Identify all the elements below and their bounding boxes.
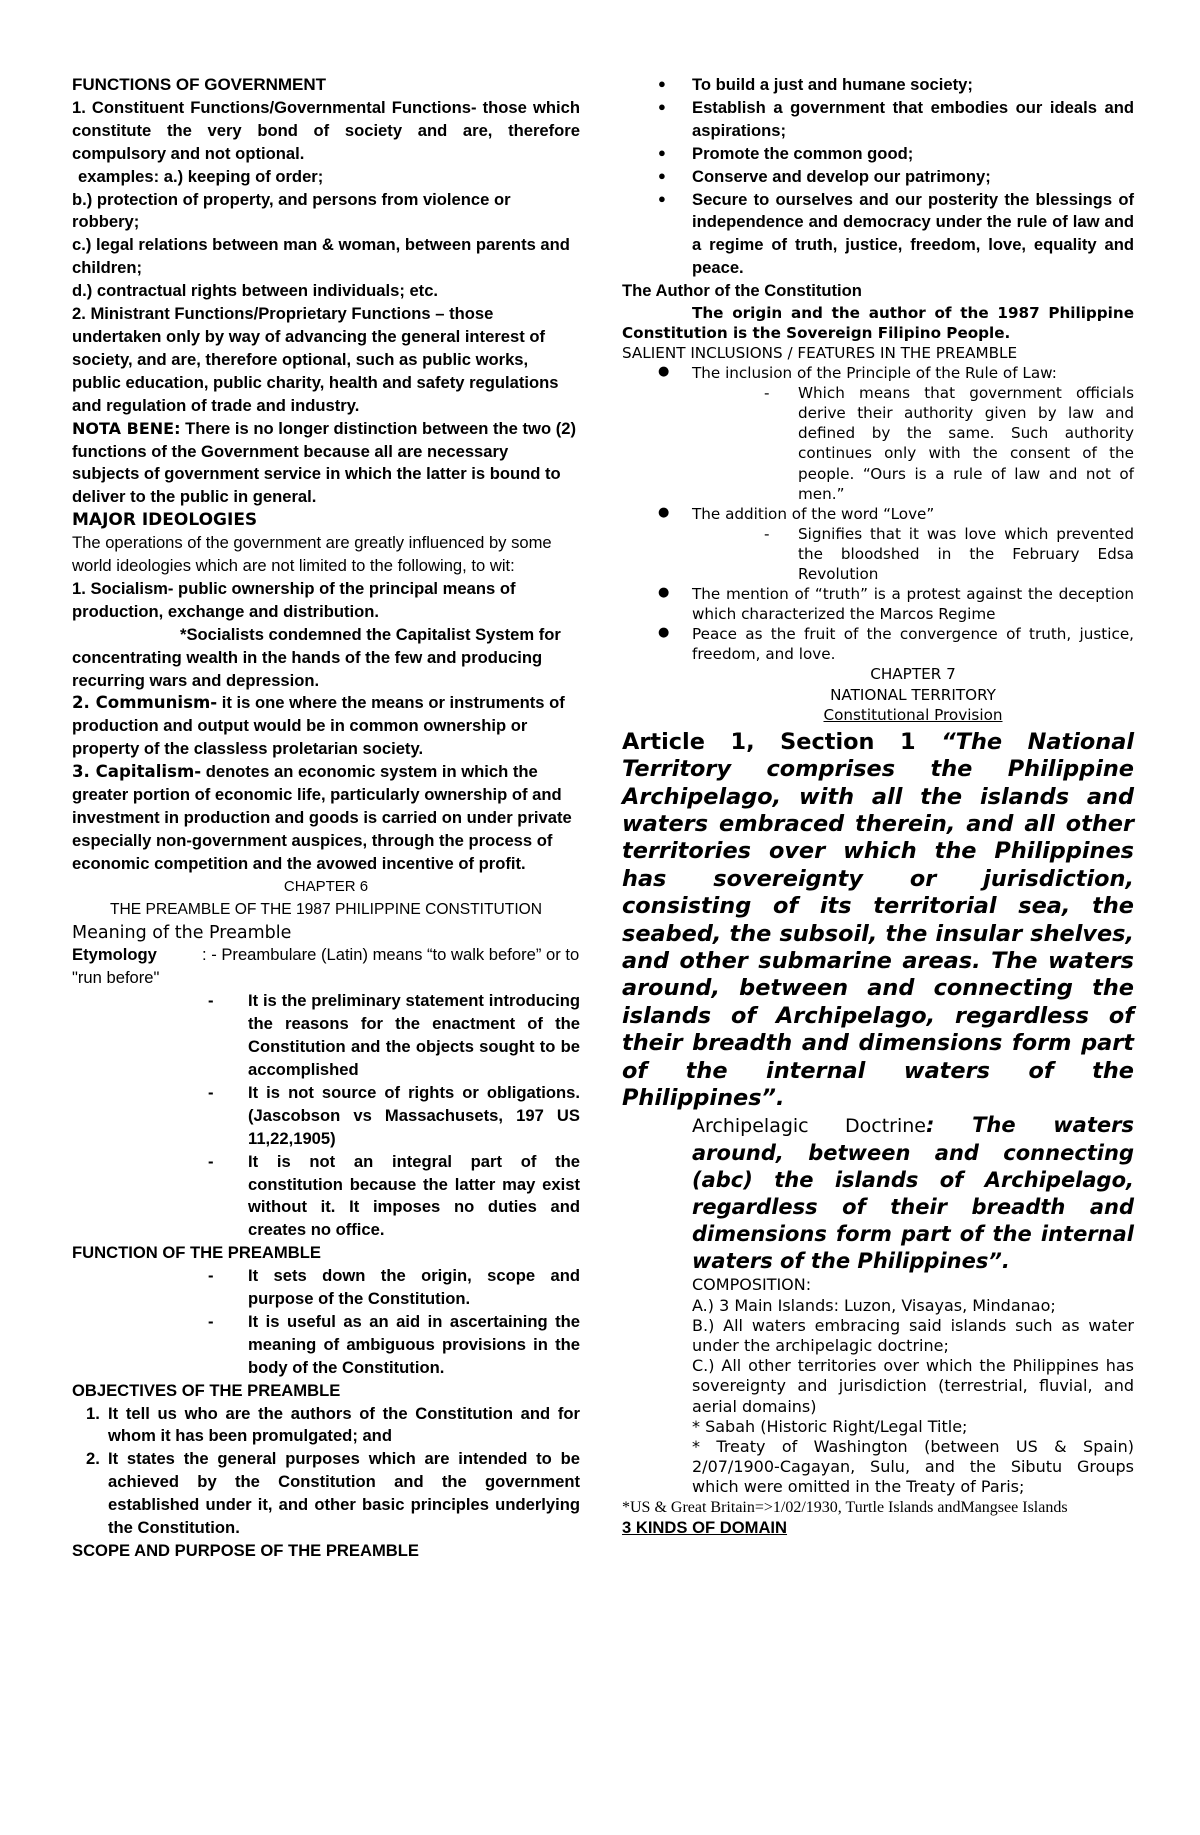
composition-treaty: * Treaty of Washington (between US & Spain) 2/07/1900-Cagayan, Sulu, and the Sibutu Groups which were omitted in the Treaty of Paris;	[692, 1437, 1134, 1497]
list-item: - It is not an integral part of the constitution because the latter may exist without it. It imposes no duties and creates no office.	[208, 1151, 580, 1240]
love-item	[622, 504, 1134, 524]
example-d: d.) contractual rights between individuals; etc.	[72, 281, 439, 301]
left-column	[72, 74, 580, 1563]
socialism-note: *Socialists condemned the Capitalist System for concentrating wealth in the hands of the few and producing recurring wars and depression.	[72, 624, 561, 690]
communism-text: it is one where the means or instruments of production and output would be in common ownership or property of the classless proletarian society.	[72, 693, 565, 759]
list-item: - It is not source of rights or obligations. (Jascobson vs Massachusets, 197 US 11,22,1905)	[208, 1082, 580, 1148]
etymology-label: Etymology	[72, 945, 157, 965]
list-item: - Which means that government officials derive their authority given by law and defined by the same. Such authority continues only with the consent of the people. “Ours is a rule of law and not of men.”	[764, 384, 1134, 503]
scope-title: SCOPE AND PURPOSE OF THE PREAMBLE	[72, 1541, 419, 1560]
ideologies-intro: The operations of the government are greatly influenced by some world ideologies which are not limited to the following, to wit:	[72, 533, 552, 576]
function-points	[72, 1265, 580, 1380]
author-text: The origin and the author of the 1987 Philippine Constitution is the Sovereign Filipino People.	[622, 303, 1134, 342]
nota-bene-label: NOTA BENE:	[72, 418, 181, 438]
doctrine-label: Archipelagic Doctrine	[692, 1115, 926, 1138]
list-item: 2. It states the general purposes which are intended to be achieved by the Constitution and the government established under it, and other basic principles underlying the Constitution.	[86, 1449, 580, 1538]
list-item: ● The mention of “truth” is a protest against the deception which characterized the Marcos Regime	[658, 585, 1134, 624]
etymology-text: : - Preambulare (Latin) means “to walk before” or to "run before"	[72, 945, 580, 988]
capitalism	[72, 761, 580, 876]
nota-bene-text: There is no longer distinction between the two (2) functions of the Government because all are necessary subjects of government service in which the latter is bound to deliver to the public in general.	[72, 418, 576, 507]
objectives-title: OBJECTIVES OF THE PREAMBLE	[72, 1380, 341, 1400]
composition-title: COMPOSITION:	[692, 1275, 812, 1295]
truth-peace-list	[622, 584, 1134, 664]
domain-title: 3 KINDS OF DOMAIN	[622, 1517, 788, 1537]
constituent-functions: 1. Constituent Functions/Governmental Functions- those which constitute the very bond of society and are, therefore compulsory and not optional.	[72, 97, 580, 163]
preamble-purposes	[622, 74, 1134, 280]
rule-of-law-sub	[622, 383, 1134, 504]
national-territory-heading: NATIONAL TERRITORY	[830, 685, 996, 704]
salient-list	[622, 363, 1134, 383]
capitalism-text: denotes an economic system in which the greater portion of economic life, particularly ownership of and investment in production and goods is carried on under private especially non-government auspices, through the process of economic competition and the avowed incentive of profit.	[72, 762, 572, 873]
chapter-7-heading: CHAPTER 7	[870, 665, 956, 684]
list-item: - It is useful as an aid in ascertaining the meaning of ambiguous provisions in the body of the Constitution.	[208, 1311, 580, 1377]
article-text: “The National Territory comprises the Philippine Archipelago, with all the islands and waters embraced therein, and all other territories over which the Philippines has sovereignty or jurisdiction, consisting of its territorial sea, the seabed, the subsoil, the insular shelves, and other submarine areas. The waters around, between and connecting the islands of Archipelago, regardless of their breadth and dimensions form part of the internal waters of the Philippines”.	[622, 728, 1135, 1111]
composition-sabah: * Sabah (Historic Right/Legal Title;	[692, 1416, 968, 1436]
list-item: ● Conserve and develop our patrimony;	[658, 166, 991, 186]
salient-title: SALIENT INCLUSIONS / FEATURES IN THE PREAMBLE	[622, 343, 1018, 362]
etymology	[72, 944, 580, 990]
list-item: - It is the preliminary statement introducing the reasons for the enactment of the Constitution and the objects sought to be accomplished	[208, 991, 580, 1079]
meaning-of-preamble: Meaning of the Preamble	[72, 922, 292, 943]
article-label: Article 1, Section 1	[622, 728, 942, 755]
list-item: ● Promote the common good;	[658, 143, 914, 163]
list-item: ● The inclusion of the Principle of the Rule of Law:	[658, 364, 1057, 383]
communism-label: 2. Communism-	[72, 693, 218, 713]
example-c: c.) legal relations between man & woman, between parents and children;	[72, 235, 570, 278]
ideologies-title: MAJOR IDEOLOGIES	[72, 510, 258, 531]
composition-b: B.) All waters embracing said islands such as water under the archipelagic doctrine;	[692, 1315, 1134, 1356]
nota-bene	[72, 418, 580, 510]
archipelagic-doctrine	[622, 1112, 1134, 1275]
example-b: b.) protection of property, and persons from violence or robbery;	[72, 189, 511, 232]
list-item: ● Secure to ourselves and our posterity the blessings of independence and democracy under the rule of law and a regime of truth, justice, freedom, love, equality and peace.	[658, 189, 1134, 278]
etymology-points	[72, 990, 580, 1242]
list-item: ● Peace as the fruit of the convergence of truth, justice, freedom, and love.	[658, 625, 1134, 664]
list-item: ● Establish a government that embodies our ideals and aspirations;	[658, 97, 1134, 140]
function-title: FUNCTION OF THE PREAMBLE	[72, 1243, 321, 1263]
socialism: 1. Socialism- public ownership of the principal means of production, exchange and distribution.	[72, 578, 516, 621]
list-item: - Signifies that it was love which prevented the bloodshed in the February Edsa Revolution	[764, 524, 1134, 583]
list-item: 1. It tell us who are the authors of the Constitution and for whom it has been promulgated; and	[86, 1403, 580, 1446]
objectives-list	[72, 1403, 580, 1540]
ministrant-functions: 2. Ministrant Functions/Proprietary Functions – those undertaken only by way of advancing the general interest of society, and are, therefore optional, such as public works, public education, public charity, health and safety regulations and regulation of trade and industry.	[72, 304, 559, 415]
constitutional-provision-heading: Constitutional Provision	[823, 705, 1003, 724]
composition-a: A.) 3 Main Islands: Luzon, Visayas, Mindanao;	[692, 1295, 1056, 1315]
article-1-section-1	[622, 729, 1134, 1113]
love-sub	[622, 524, 1134, 584]
communism	[72, 692, 580, 761]
doctrine-text: : The waters around, between and connecting (abc) the islands of Archipelago, regardless of their breadth and dimensions form part of the internal waters of the Philippines”.	[692, 1113, 1134, 1274]
section-title-functions: FUNCTIONS OF GOVERNMENT	[72, 75, 327, 94]
preamble-title: THE PREAMBLE OF THE 1987 PHILIPPINE CONSTITUTION	[109, 900, 543, 918]
capitalism-label: 3. Capitalism-	[72, 762, 202, 782]
author-title: The Author of the Constitution	[622, 281, 862, 301]
list-item: ● To build a just and humane society;	[658, 75, 973, 94]
composition-c: C.) All other territories over which the Philippines has sovereignty and jurisdiction (terrestrial, fluvial, and aerial domains)	[692, 1356, 1134, 1416]
example-a: examples: a.) keeping of order;	[78, 166, 324, 186]
chapter-6-heading: CHAPTER 6	[283, 877, 369, 895]
list-item: ● The addition of the word “Love”	[658, 504, 935, 523]
right-column	[622, 74, 1134, 1538]
list-item: - It sets down the origin, scope and purpose of the Constitution.	[208, 1266, 580, 1309]
footnote-turtle-islands: *US & Great Britain=>1/02/1930, Turtle Islands andMangsee Islands	[622, 1498, 1068, 1516]
